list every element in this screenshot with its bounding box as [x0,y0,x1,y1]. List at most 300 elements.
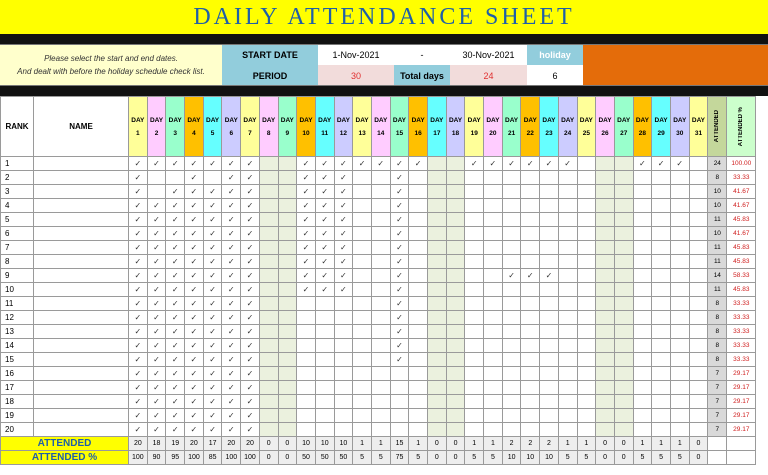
day-cell[interactable] [633,395,652,409]
day-cell[interactable] [241,283,260,297]
day-cell[interactable] [446,339,465,353]
day-cell[interactable] [521,157,540,171]
day-cell[interactable] [446,367,465,381]
day-cell[interactable] [670,283,689,297]
day-cell[interactable] [558,171,577,185]
day-cell[interactable] [129,171,148,185]
day-cell[interactable] [409,395,428,409]
day-cell[interactable] [259,409,278,423]
day-cell[interactable] [390,227,409,241]
day-cell[interactable] [222,367,241,381]
name-cell[interactable] [34,227,129,241]
day-cell[interactable] [185,381,204,395]
day-cell[interactable] [577,283,596,297]
day-cell[interactable] [203,423,222,437]
day-cell[interactable] [484,423,503,437]
day-cell[interactable] [577,199,596,213]
day-cell[interactable] [670,367,689,381]
day-cell[interactable] [540,353,559,367]
day-cell[interactable] [241,269,260,283]
day-cell[interactable] [390,297,409,311]
day-cell[interactable] [222,381,241,395]
day-cell[interactable] [558,395,577,409]
day-cell[interactable] [558,311,577,325]
day-cell[interactable] [558,367,577,381]
day-cell[interactable] [577,409,596,423]
day-cell[interactable] [521,227,540,241]
day-cell[interactable] [633,367,652,381]
day-cell[interactable] [203,381,222,395]
day-cell[interactable] [446,185,465,199]
day-cell[interactable] [670,227,689,241]
day-cell[interactable] [203,297,222,311]
day-cell[interactable] [147,367,166,381]
day-cell[interactable] [614,381,633,395]
day-cell[interactable] [297,255,316,269]
day-cell[interactable] [259,157,278,171]
day-cell[interactable] [259,227,278,241]
day-cell[interactable] [465,283,484,297]
day-cell[interactable] [633,241,652,255]
day-cell[interactable] [203,213,222,227]
day-cell[interactable] [371,297,390,311]
day-cell[interactable] [203,339,222,353]
day-cell[interactable] [521,199,540,213]
day-cell[interactable] [446,255,465,269]
day-cell[interactable] [540,157,559,171]
day-cell[interactable] [147,311,166,325]
day-cell[interactable] [502,353,521,367]
day-cell[interactable] [222,199,241,213]
day-cell[interactable] [670,255,689,269]
day-cell[interactable] [540,269,559,283]
day-cell[interactable] [241,199,260,213]
day-cell[interactable] [259,395,278,409]
day-cell[interactable] [652,199,671,213]
day-cell[interactable] [540,213,559,227]
day-cell[interactable] [315,157,334,171]
day-cell[interactable] [502,255,521,269]
day-cell[interactable] [409,423,428,437]
day-cell[interactable] [577,381,596,395]
day-cell[interactable] [540,423,559,437]
day-cell[interactable] [353,311,372,325]
day-cell[interactable] [577,311,596,325]
day-cell[interactable] [278,409,297,423]
day-cell[interactable] [353,269,372,283]
day-cell[interactable] [129,381,148,395]
day-cell[interactable] [222,325,241,339]
name-cell[interactable] [34,339,129,353]
day-cell[interactable] [297,213,316,227]
day-cell[interactable] [633,325,652,339]
day-cell[interactable] [353,199,372,213]
day-cell[interactable] [353,241,372,255]
day-cell[interactable] [147,199,166,213]
day-cell[interactable] [465,241,484,255]
day-cell[interactable] [353,339,372,353]
day-cell[interactable] [241,381,260,395]
day-cell[interactable] [203,353,222,367]
day-cell[interactable] [484,409,503,423]
day-cell[interactable] [371,269,390,283]
day-cell[interactable] [614,171,633,185]
day-cell[interactable] [465,381,484,395]
day-cell[interactable] [577,423,596,437]
day-cell[interactable] [502,199,521,213]
day-cell[interactable] [203,367,222,381]
day-cell[interactable] [315,409,334,423]
day-cell[interactable] [390,255,409,269]
day-cell[interactable] [315,325,334,339]
day-cell[interactable] [428,325,447,339]
day-cell[interactable] [409,339,428,353]
day-cell[interactable] [614,297,633,311]
day-cell[interactable] [185,367,204,381]
day-cell[interactable] [315,381,334,395]
day-cell[interactable] [689,227,708,241]
day-cell[interactable] [241,325,260,339]
day-cell[interactable] [633,423,652,437]
day-cell[interactable] [484,255,503,269]
day-cell[interactable] [409,255,428,269]
day-cell[interactable] [334,241,353,255]
day-cell[interactable] [502,157,521,171]
day-cell[interactable] [390,157,409,171]
day-cell[interactable] [241,227,260,241]
day-cell[interactable] [166,241,185,255]
day-cell[interactable] [334,227,353,241]
day-cell[interactable] [689,339,708,353]
day-cell[interactable] [203,227,222,241]
day-cell[interactable] [315,283,334,297]
day-cell[interactable] [577,185,596,199]
day-cell[interactable] [502,227,521,241]
day-cell[interactable] [428,185,447,199]
day-cell[interactable] [334,339,353,353]
day-cell[interactable] [371,241,390,255]
day-cell[interactable] [278,325,297,339]
day-cell[interactable] [558,283,577,297]
day-cell[interactable] [633,269,652,283]
day-cell[interactable] [614,311,633,325]
day-cell[interactable] [334,213,353,227]
day-cell[interactable] [521,269,540,283]
day-cell[interactable] [577,325,596,339]
day-cell[interactable] [409,353,428,367]
day-cell[interactable] [596,171,615,185]
day-cell[interactable] [577,255,596,269]
day-cell[interactable] [577,157,596,171]
day-cell[interactable] [689,269,708,283]
day-cell[interactable] [465,227,484,241]
day-cell[interactable] [409,185,428,199]
day-cell[interactable] [689,395,708,409]
day-cell[interactable] [166,269,185,283]
day-cell[interactable] [409,269,428,283]
day-cell[interactable] [147,255,166,269]
day-cell[interactable] [334,311,353,325]
day-cell[interactable] [129,353,148,367]
day-cell[interactable] [558,353,577,367]
day-cell[interactable] [185,213,204,227]
day-cell[interactable] [185,297,204,311]
day-cell[interactable] [502,297,521,311]
day-cell[interactable] [334,269,353,283]
day-cell[interactable] [633,311,652,325]
day-cell[interactable] [315,213,334,227]
day-cell[interactable] [428,311,447,325]
day-cell[interactable] [446,297,465,311]
day-cell[interactable] [278,157,297,171]
day-cell[interactable] [166,367,185,381]
day-cell[interactable] [185,185,204,199]
day-cell[interactable] [484,185,503,199]
day-cell[interactable] [614,227,633,241]
day-cell[interactable] [222,297,241,311]
day-cell[interactable] [502,409,521,423]
day-cell[interactable] [689,409,708,423]
day-cell[interactable] [577,227,596,241]
day-cell[interactable] [428,423,447,437]
day-cell[interactable] [428,297,447,311]
day-cell[interactable] [297,199,316,213]
day-cell[interactable] [334,157,353,171]
day-cell[interactable] [315,227,334,241]
day-cell[interactable] [147,409,166,423]
day-cell[interactable] [502,367,521,381]
day-cell[interactable] [670,395,689,409]
name-cell[interactable] [34,157,129,171]
day-cell[interactable] [540,171,559,185]
day-cell[interactable] [166,311,185,325]
day-cell[interactable] [521,353,540,367]
name-cell[interactable] [34,171,129,185]
day-cell[interactable] [185,283,204,297]
day-cell[interactable] [596,283,615,297]
day-cell[interactable] [652,339,671,353]
day-cell[interactable] [633,409,652,423]
day-cell[interactable] [334,367,353,381]
day-cell[interactable] [222,241,241,255]
day-cell[interactable] [371,227,390,241]
day-cell[interactable] [484,311,503,325]
day-cell[interactable] [652,353,671,367]
day-cell[interactable] [371,157,390,171]
day-cell[interactable] [465,157,484,171]
day-cell[interactable] [670,339,689,353]
day-cell[interactable] [241,367,260,381]
day-cell[interactable] [129,227,148,241]
day-cell[interactable] [652,157,671,171]
day-cell[interactable] [540,395,559,409]
day-cell[interactable] [484,213,503,227]
day-cell[interactable] [652,241,671,255]
day-cell[interactable] [596,199,615,213]
day-cell[interactable] [315,171,334,185]
day-cell[interactable] [558,227,577,241]
day-cell[interactable] [222,423,241,437]
day-cell[interactable] [670,157,689,171]
day-cell[interactable] [185,171,204,185]
day-cell[interactable] [241,339,260,353]
day-cell[interactable] [390,185,409,199]
day-cell[interactable] [596,311,615,325]
day-cell[interactable] [689,381,708,395]
name-cell[interactable] [34,255,129,269]
day-cell[interactable] [633,185,652,199]
day-cell[interactable] [353,283,372,297]
day-cell[interactable] [446,423,465,437]
day-cell[interactable] [596,367,615,381]
day-cell[interactable] [185,409,204,423]
day-cell[interactable] [315,185,334,199]
day-cell[interactable] [521,325,540,339]
day-cell[interactable] [222,255,241,269]
day-cell[interactable] [596,409,615,423]
day-cell[interactable] [371,409,390,423]
day-cell[interactable] [129,157,148,171]
day-cell[interactable] [315,241,334,255]
day-cell[interactable] [558,157,577,171]
day-cell[interactable] [558,185,577,199]
day-cell[interactable] [596,255,615,269]
day-cell[interactable] [446,227,465,241]
day-cell[interactable] [278,283,297,297]
day-cell[interactable] [465,367,484,381]
day-cell[interactable] [222,227,241,241]
day-cell[interactable] [129,255,148,269]
day-cell[interactable] [446,213,465,227]
day-cell[interactable] [689,311,708,325]
day-cell[interactable] [334,199,353,213]
day-cell[interactable] [502,423,521,437]
day-cell[interactable] [484,171,503,185]
day-cell[interactable] [390,395,409,409]
day-cell[interactable] [353,157,372,171]
day-cell[interactable] [596,423,615,437]
day-cell[interactable] [484,297,503,311]
day-cell[interactable] [222,171,241,185]
day-cell[interactable] [390,367,409,381]
day-cell[interactable] [465,423,484,437]
day-cell[interactable] [147,353,166,367]
day-cell[interactable] [409,227,428,241]
day-cell[interactable] [297,269,316,283]
day-cell[interactable] [222,157,241,171]
day-cell[interactable] [259,311,278,325]
day-cell[interactable] [166,171,185,185]
day-cell[interactable] [334,353,353,367]
day-cell[interactable] [465,339,484,353]
day-cell[interactable] [203,255,222,269]
name-cell[interactable] [34,297,129,311]
day-cell[interactable] [577,297,596,311]
day-cell[interactable] [390,283,409,297]
day-cell[interactable] [446,409,465,423]
day-cell[interactable] [147,185,166,199]
day-cell[interactable] [614,269,633,283]
day-cell[interactable] [371,171,390,185]
day-cell[interactable] [502,185,521,199]
day-cell[interactable] [129,325,148,339]
day-cell[interactable] [129,283,148,297]
day-cell[interactable] [409,297,428,311]
day-cell[interactable] [241,255,260,269]
day-cell[interactable] [297,367,316,381]
day-cell[interactable] [334,297,353,311]
day-cell[interactable] [353,409,372,423]
day-cell[interactable] [334,283,353,297]
day-cell[interactable] [222,409,241,423]
day-cell[interactable] [689,423,708,437]
day-cell[interactable] [278,339,297,353]
day-cell[interactable] [558,269,577,283]
day-cell[interactable] [670,241,689,255]
day-cell[interactable] [259,423,278,437]
day-cell[interactable] [540,283,559,297]
day-cell[interactable] [390,423,409,437]
day-cell[interactable] [540,381,559,395]
day-cell[interactable] [297,353,316,367]
day-cell[interactable] [614,283,633,297]
day-cell[interactable] [371,213,390,227]
day-cell[interactable] [633,381,652,395]
day-cell[interactable] [633,171,652,185]
day-cell[interactable] [446,199,465,213]
day-cell[interactable] [222,353,241,367]
day-cell[interactable] [633,297,652,311]
day-cell[interactable] [371,283,390,297]
day-cell[interactable] [540,367,559,381]
day-cell[interactable] [652,311,671,325]
day-cell[interactable] [428,227,447,241]
name-cell[interactable] [34,353,129,367]
day-cell[interactable] [166,227,185,241]
day-cell[interactable] [596,213,615,227]
day-cell[interactable] [670,409,689,423]
day-cell[interactable] [297,185,316,199]
day-cell[interactable] [558,423,577,437]
day-cell[interactable] [222,269,241,283]
day-cell[interactable] [185,325,204,339]
day-cell[interactable] [428,381,447,395]
day-cell[interactable] [558,339,577,353]
day-cell[interactable] [596,297,615,311]
day-cell[interactable] [558,325,577,339]
day-cell[interactable] [334,423,353,437]
day-cell[interactable] [353,185,372,199]
day-cell[interactable] [297,171,316,185]
day-cell[interactable] [614,339,633,353]
day-cell[interactable] [540,199,559,213]
day-cell[interactable] [633,157,652,171]
day-cell[interactable] [540,185,559,199]
day-cell[interactable] [278,171,297,185]
day-cell[interactable] [652,395,671,409]
day-cell[interactable] [484,241,503,255]
day-cell[interactable] [297,241,316,255]
day-cell[interactable] [334,409,353,423]
day-cell[interactable] [241,353,260,367]
day-cell[interactable] [670,311,689,325]
day-cell[interactable] [614,157,633,171]
day-cell[interactable] [652,423,671,437]
day-cell[interactable] [371,255,390,269]
day-cell[interactable] [259,255,278,269]
day-cell[interactable] [315,297,334,311]
day-cell[interactable] [390,269,409,283]
